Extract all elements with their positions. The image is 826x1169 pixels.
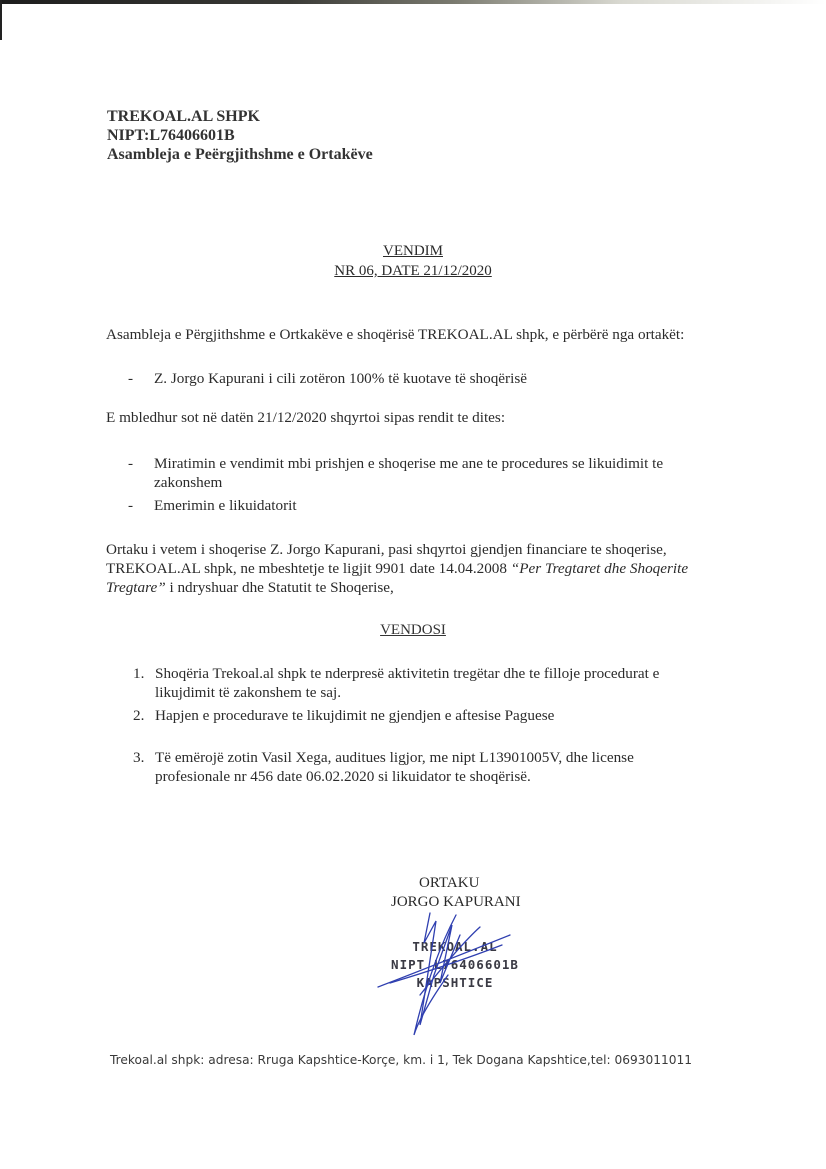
preamble-line: Ortaku i vetem i shoqerise Z. Jorgo Kapurani, pasi shqyrtoi gjendjen financiare te shoqerise, — [106, 541, 667, 558]
agenda-item — [128, 454, 663, 492]
company-nipt: NIPT:L76406601B — [107, 127, 235, 144]
agenda-text: Emerimin e likuidatorit — [154, 497, 297, 514]
decides-heading: VENDOSI — [380, 622, 446, 638]
bullet-dash: - — [128, 455, 134, 472]
scan-edge — [0, 0, 826, 4]
letterhead — [107, 107, 373, 164]
document-title: VENDIM — [383, 243, 443, 259]
decision-item — [133, 748, 634, 786]
preamble-line: i ndryshuar dhe Statutit te Shoqerise, — [165, 579, 394, 596]
stamp-line: KAPSHTICE — [416, 975, 494, 990]
partner-text: Z. Jorgo Kapurani i cili zotëron 100% të kuotave të shoqërisë — [154, 370, 527, 387]
company-name: TREKOAL.AL SHPK — [107, 108, 260, 125]
decision-number: 2. — [133, 707, 145, 724]
stamp-line: NIPT L76406601B — [391, 957, 519, 972]
stamp-line: TREKOAL.AL — [412, 939, 498, 954]
decision-text: Të emërojë zotin Vasil Xega, auditues ligjor, me nipt L13901005V, dhe license — [155, 749, 634, 766]
meeting-paragraph: E mbledhur sot në datën 21/12/2020 shqyrtoi sipas rendit te dites: — [106, 409, 506, 426]
law-title-cont: Tregtare” — [106, 579, 166, 596]
preamble-paragraph — [106, 540, 688, 597]
decision-number: 3. — [133, 749, 145, 766]
law-title: “Per Tregtaret dhe Shoqerite — [510, 560, 689, 577]
bullet-dash: - — [128, 370, 134, 387]
decision-text: Hapjen e procedurave te likujdimit ne gjendjen e aftesise Paguese — [155, 707, 555, 724]
assembly-name: Asambleja e Peërgjithshme e Ortakëve — [107, 146, 373, 163]
agenda-item — [128, 496, 297, 515]
signatory-role: ORTAKU — [419, 875, 480, 891]
footer-address: Trekoal.al shpk: adresa: Rruga Kapshtice-Korçe, km. i 1, Tek Dogana Kapshtice,tel: 0693011011 — [110, 1053, 692, 1067]
preamble-line: TREKOAL.AL shpk, ne mbeshtetje te ligjit 9901 date 14.04.2008 — [106, 560, 511, 577]
decision-text-cont: profesionale nr 456 date 06.02.2020 si likuidator te shoqërisë. — [155, 768, 531, 785]
scan-edge-left — [0, 0, 2, 40]
signatory-name: JORGO KAPURANI — [391, 894, 521, 910]
decision-text-cont: likujdimit të zakonshem te saj. — [155, 684, 342, 701]
document-number-date: NR 06, DATE 21/12/2020 — [334, 263, 492, 279]
partner-item — [128, 369, 527, 388]
bullet-dash: - — [128, 497, 134, 514]
decision-number: 1. — [133, 665, 145, 682]
signature-strokes — [378, 913, 510, 1035]
agenda-text-cont: zakonshem — [154, 474, 223, 491]
agenda-text: Miratimin e vendimit mbi prishjen e shoqerise me ane te procedures se likuidimit te — [154, 455, 664, 472]
handwritten-signature — [360, 905, 540, 1045]
decision-text: Shoqëria Trekoal.al shpk te nderpresë aktivitetin tregëtar dhe te filloje procedurat e — [155, 665, 660, 682]
decision-item — [133, 706, 554, 725]
intro-paragraph: Asambleja e Përgjithshme e Ortkakëve e shoqërisë TREKOAL.AL shpk, e përbërë nga ortakët: — [106, 326, 685, 343]
decision-item — [133, 664, 659, 702]
